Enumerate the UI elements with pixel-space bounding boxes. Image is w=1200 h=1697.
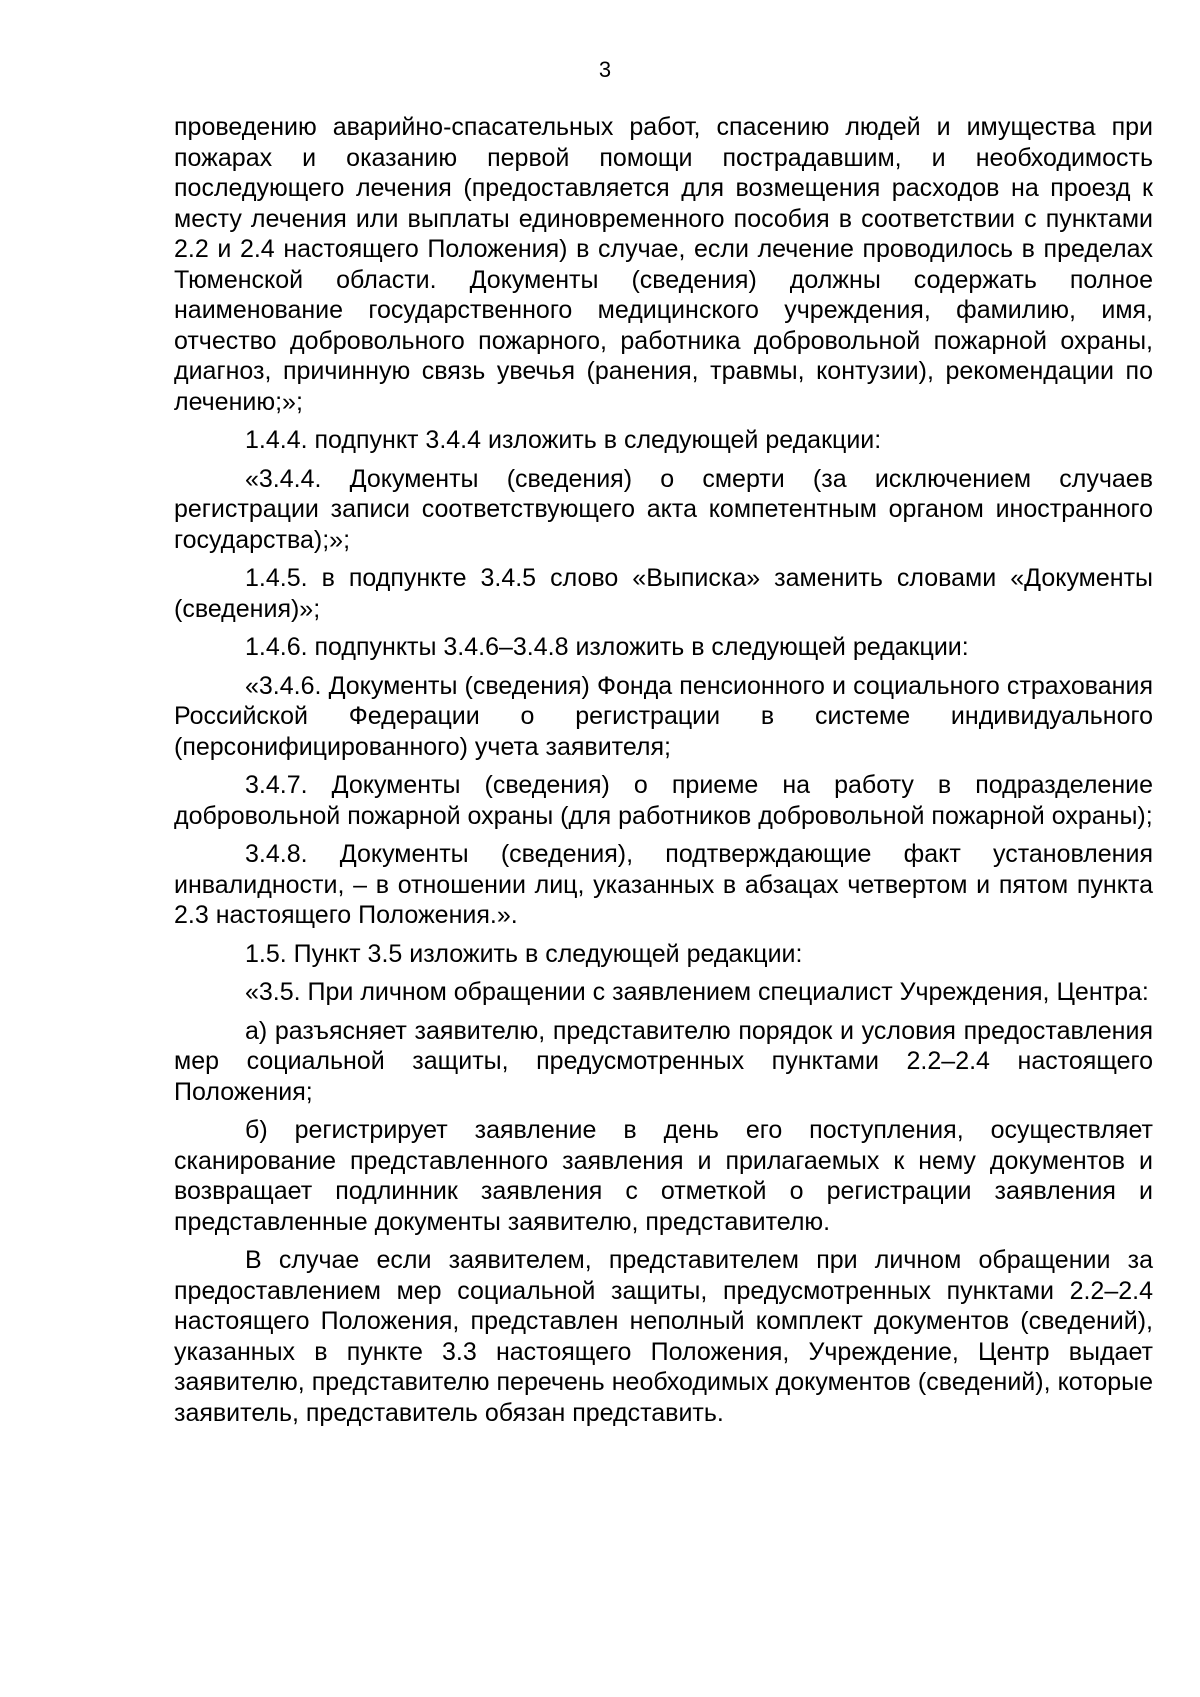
paragraph-3-5: «3.5. При личном обращении с заявлением специалист Учреждения, Центра: bbox=[245, 978, 1149, 1006]
paragraph-item-b: б) регистрирует заявление в день его поступления, осуществляет сканирование представленного заявления и прилагаемых к нему документов и возвращает подлинник заявления с отметкой о регистрации заявления и представленные документы заявителю, представителю. bbox=[174, 1116, 1153, 1236]
document-body bbox=[174, 112, 1153, 1436]
paragraph-incomplete-documents: В случае если заявителем, представителем при личном обращении за предоставлением мер социальной защиты, предусмотренных пунктами 2.2–2.4 настоящего Положения, представлен неполный комплект документов (сведений), указанных в пункте 3.3 настоящего Положения, Учреждение, Центр выдает заявителю, представителю перечень необходимых документов (сведений), которые заявитель, представитель обязан представить. bbox=[174, 1246, 1153, 1427]
paragraph-1-4-4: 1.4.4. подпункт 3.4.4 изложить в следующей редакции: bbox=[245, 426, 882, 454]
paragraph-3-4-6: «3.4.6. Документы (сведения) Фонда пенсионного и социального страхования Российской Федерации о регистрации в системе индивидуального (персонифицированного) учета заявителя; bbox=[174, 671, 1153, 761]
paragraph-1-4-6: 1.4.6. подпункты 3.4.6–3.4.8 изложить в следующей редакции: bbox=[245, 633, 969, 661]
paragraph-1-5: 1.5. Пункт 3.5 изложить в следующей редакции: bbox=[245, 939, 803, 968]
paragraph-3-4-7: 3.4.7. Документы (сведения) о приеме на работу в подразделение добровольной пожарной охраны (для работников добровольной пожарной охраны); bbox=[174, 771, 1153, 830]
paragraph-3-4-8: 3.4.8. Документы (сведения), подтверждающие факт установления инвалидности, – в отношении лиц, указанных в абзацах четвертом и пятом пункта 2.3 настоящего Положения.». bbox=[174, 840, 1153, 929]
paragraph-3-4-4: «3.4.4. Документы (сведения) о смерти (за исключением случаев регистрации записи соответствующего акта компетентным органом иностранного государства);»; bbox=[174, 464, 1153, 554]
paragraph-item-a: а) разъясняет заявителю, представителю порядок и условия предоставления мер социальной защиты, предусмотренных пунктами 2.2–2.4 настоящего Положения; bbox=[174, 1016, 1153, 1106]
paragraph-1-4-5: 1.4.5. в подпункте 3.4.5 слово «Выписка» заменить словами «Документы (сведения)»; bbox=[174, 564, 1153, 623]
page-number: 3 bbox=[598, 57, 612, 82]
paragraph-continuation: проведению аварийно-спасательных работ, спасению людей и имущества при пожарах и оказанию первой помощи пострадавшим, и необходимость последующего лечения (предоставляется для возмещения расходов на проезд к месту лечения или выплаты единовременного пособия в соответствии с пунктами 2.2 и 2.4 настоящего Положения) в случае, если лечение проводилось в пределах Тюменской области. Документы (сведения) должны содержать полное наименование государственного медицинского учреждения, фамилию, имя, отчество добровольного пожарного, работника добровольной пожарной охраны, диагноз, причинную связь увечья (ранения, травмы, контузии), рекомендации по лечению;»; bbox=[174, 113, 1153, 416]
